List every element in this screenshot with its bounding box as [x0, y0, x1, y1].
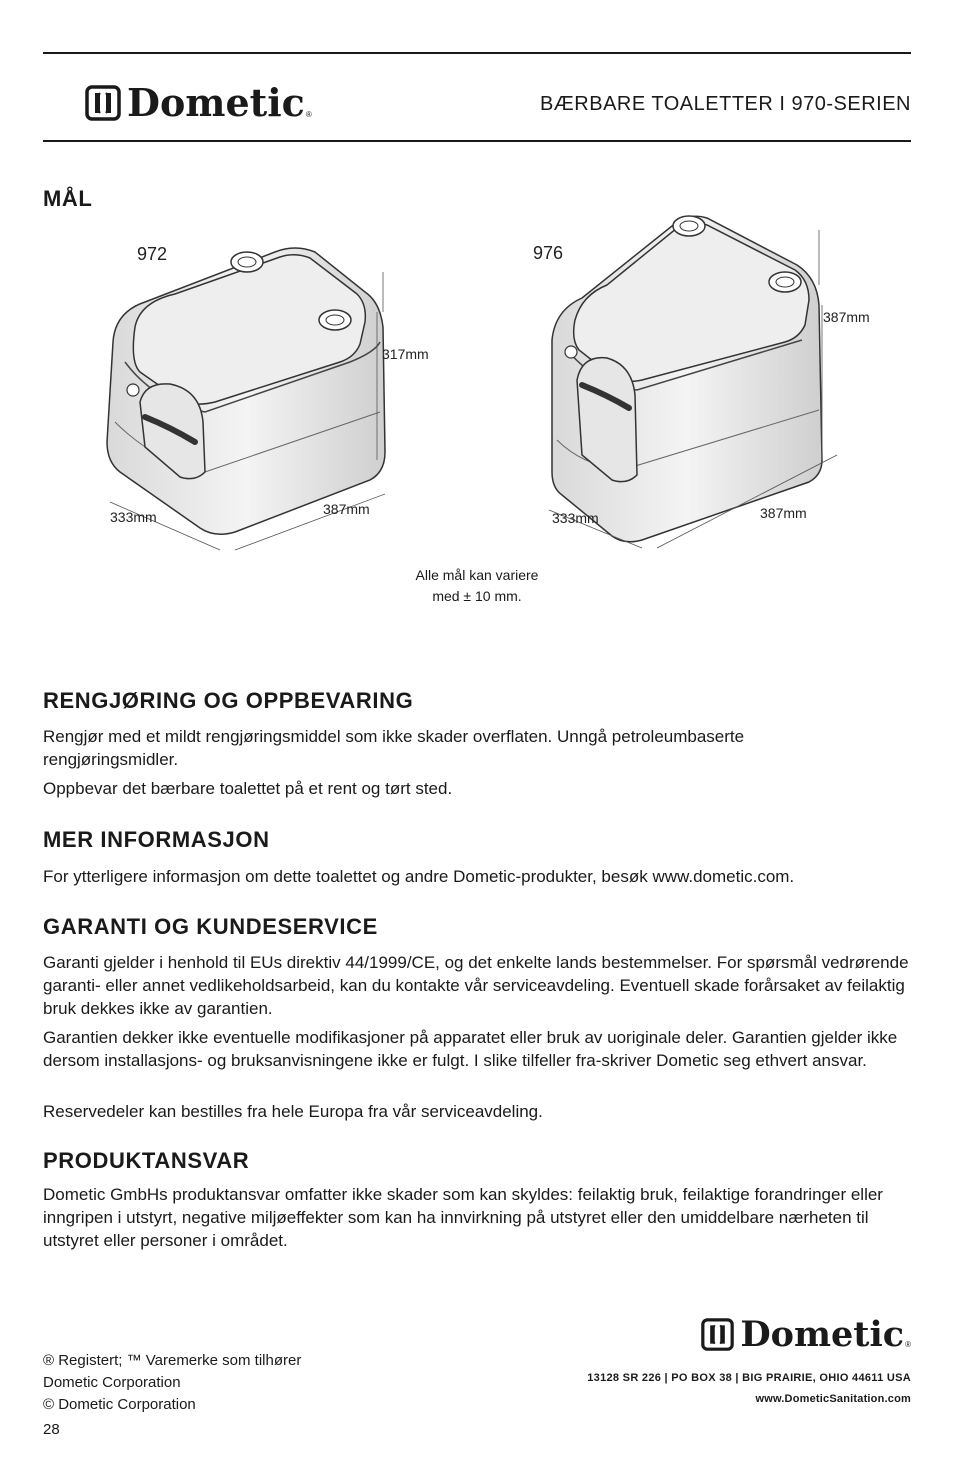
note-line-2: med ± 10 mm.	[432, 588, 522, 604]
dometic-logo-icon	[85, 85, 121, 121]
toilet-976-diagram	[527, 210, 905, 550]
model-972-depth-label: 387mm	[323, 501, 370, 517]
liability-paragraph: Dometic GmbHs produktansvar omfatter ikke skader som kan skyldes: feilaktig bruk, feilaktige forandringer eller inngripen i utstyrt, negative miljøeffekter som kan ha innvirkning på utstyret eller den umiddelbare nærheten til utstyret eller personer i området.	[43, 1185, 883, 1250]
toilet-972-diagram	[95, 232, 455, 552]
company-website: www.DometicSanitation.com	[755, 1393, 911, 1405]
warranty-heading: GARANTI OG KUNDESERVICE	[43, 914, 378, 939]
dimensions-tolerance-note	[377, 565, 577, 607]
trademark-line-2: Dometic Corporation	[43, 1374, 181, 1391]
dometic-logo-icon	[701, 1318, 734, 1351]
header-bottom-rule	[43, 140, 911, 142]
cleaning-paragraph-1: Rengjør med et mildt rengjøringsmiddel som ikke skader overflaten. Unngå petroleumbaserte rengjøringsmidler.	[43, 727, 745, 769]
model-972-height-label: 317mm	[382, 346, 429, 362]
top-rule	[43, 52, 911, 54]
warranty-paragraph-1: Garanti gjelder i henhold til EUs direktiv 44/1999/CE, og det enkelte lands bestemmelser. For spørsmål vedrørende garanti- eller annet vedlikeholdsarbeid, kan du kontakte vår serviceavdeling. Eventuell skade forårsaket av feilaktig bruk dekkes ikke av garantien.	[43, 953, 909, 1018]
model-972-width-label: 333mm	[110, 509, 157, 525]
header-logo	[85, 80, 312, 125]
liability-heading: PRODUKTANSVAR	[43, 1148, 250, 1173]
cleaning-paragraph-2: Oppbevar det bærbare toalettet på et rent og tørt sted.	[43, 779, 453, 798]
page-number: 28	[43, 1421, 60, 1438]
more-info-paragraph: For ytterligere informasjon om dette toalettet og andre Dometic-produkter, besøk www.dometic.com.	[43, 867, 795, 886]
note-line-1: Alle mål kan variere	[415, 567, 539, 583]
header-brand-mark: ®	[305, 110, 312, 119]
model-976-depth-label: 387mm	[760, 505, 807, 521]
footer-brand-name: Dometic	[740, 1314, 905, 1355]
trademark-notice	[43, 1350, 301, 1416]
trademark-line-3: © Dometic Corporation	[43, 1396, 196, 1413]
warranty-paragraph-3: Reservedeler kan bestilles fra hele Europa fra vår serviceavdeling.	[43, 1102, 543, 1121]
footer-brand-mark: ®	[905, 1340, 911, 1349]
model-976-width-label: 333mm	[552, 510, 599, 526]
company-address: 13128 SR 226 | PO BOX 38 | BIG PRAIRIE, OHIO 44611 USA	[587, 1372, 911, 1384]
document-title: BÆRBARE TOALETTER I 970-SERIEN	[539, 93, 911, 115]
model-976-label: 976	[533, 243, 564, 263]
more-info-heading: MER INFORMASJON	[43, 827, 270, 852]
model-976-height-label: 387mm	[823, 309, 870, 325]
model-972-label: 972	[137, 244, 168, 264]
dimensions-heading: MÅL	[43, 186, 93, 211]
warranty-paragraph-2: Garantien dekker ikke eventuelle modifikasjoner på apparatet eller bruk av uoriginale deler. Garantien gjelder ikke dersom installasjons- og bruksanvisningene ikke er fulgt. I slike tilfeller fra-skriver Dometic seg ethvert ansvar.	[43, 1028, 898, 1070]
trademark-line-1: ® Registert; ™ Varemerke som tilhører	[43, 1352, 302, 1369]
footer-logo	[701, 1314, 911, 1355]
cleaning-heading: RENGJØRING OG OPPBEVARING	[43, 688, 414, 713]
header-brand-name: Dometic	[127, 80, 305, 125]
